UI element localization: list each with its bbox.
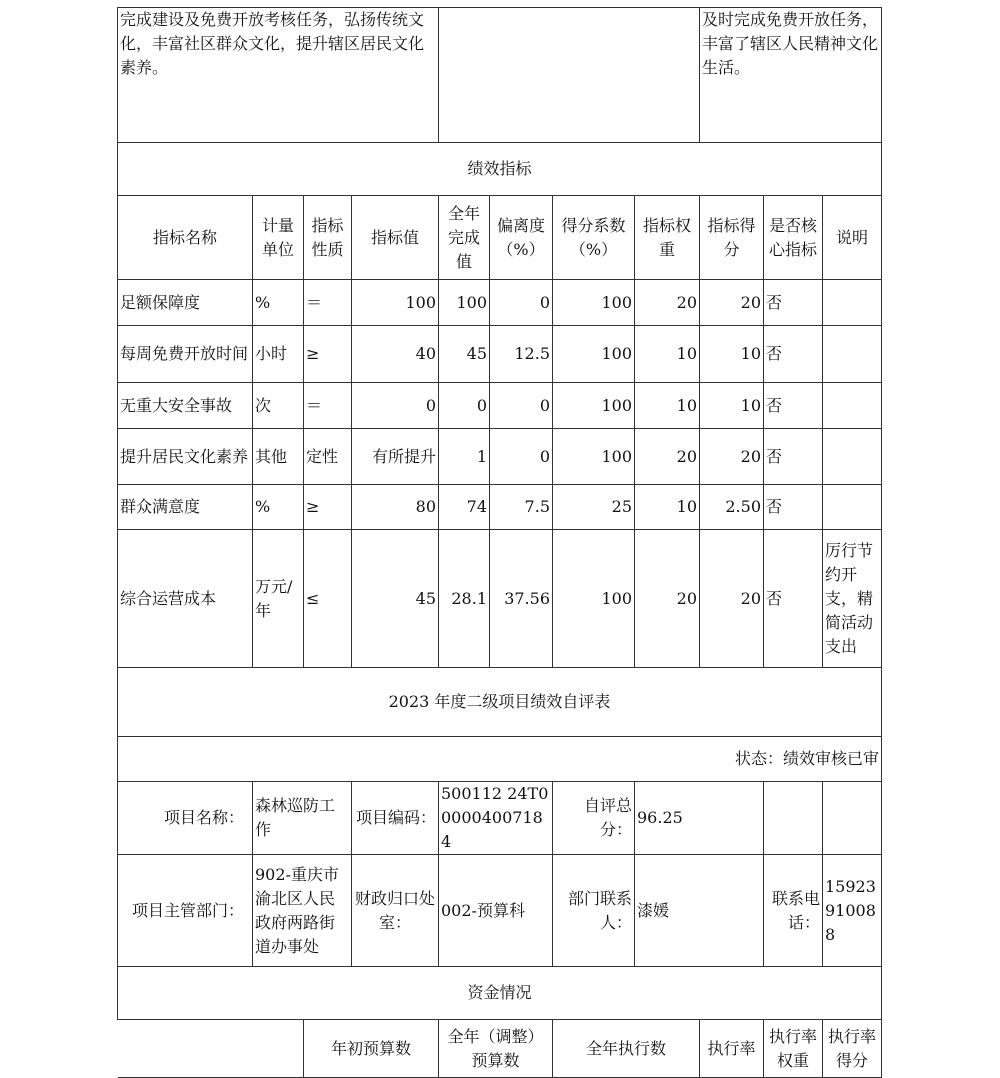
indicator-core: 否 — [764, 530, 823, 668]
header-target: 指标值 — [352, 196, 439, 280]
indicator-coef: 100 — [553, 429, 635, 485]
indicator-name: 综合运营成本 — [118, 530, 253, 668]
indicator-note — [823, 485, 882, 530]
funds-header-exec-score: 执行率得分 — [823, 1020, 882, 1078]
indicator-nature: ≥ — [304, 326, 352, 383]
indicator-unit: 次 — [253, 383, 304, 429]
form-title: 2023 年度二级项目绩效自评表 — [118, 668, 882, 737]
indicator-unit: 小时 — [253, 326, 304, 383]
indicator-score: 2.50 — [700, 485, 764, 530]
project-code-value: 500112 24T000004007184 — [439, 782, 553, 855]
self-score-label: 自评总分： — [553, 782, 635, 855]
funds-section-title: 资金情况 — [118, 967, 882, 1020]
indicator-header-row — [118, 196, 882, 280]
indicator-name: 足额保障度 — [118, 280, 253, 326]
indicator-note — [823, 429, 882, 485]
indicator-deviation: 0 — [490, 280, 553, 326]
dept-value: 902-重庆市渝北区人民政府两路街道办事处 — [253, 855, 352, 967]
funds-header-adjusted-budget: 全年（调整）预算数 — [439, 1020, 553, 1078]
indicator-coef: 100 — [553, 326, 635, 383]
indicator-row — [118, 326, 882, 383]
indicator-nature: ≥ — [304, 485, 352, 530]
contact-value: 漆媛 — [635, 855, 764, 967]
indicator-note — [823, 326, 882, 383]
indicator-coef: 100 — [553, 383, 635, 429]
header-unit: 计量单位 — [253, 196, 304, 280]
indicator-coef: 100 — [553, 280, 635, 326]
indicator-note — [823, 383, 882, 429]
indicator-row — [118, 429, 882, 485]
indicator-unit: % — [253, 280, 304, 326]
indicator-actual: 100 — [439, 280, 490, 326]
finance-label: 财政归口处室： — [352, 855, 439, 967]
indicator-nature: 定性 — [304, 429, 352, 485]
empty-cell — [823, 782, 882, 855]
indicator-core: 否 — [764, 326, 823, 383]
indicator-score: 10 — [700, 383, 764, 429]
empty-cell — [764, 782, 823, 855]
contact-label: 部门联系人： — [553, 855, 635, 967]
funds-corner-cell — [118, 1020, 304, 1078]
indicator-deviation: 0 — [490, 383, 553, 429]
indicator-target: 40 — [352, 326, 439, 383]
indicator-nature: ≤ — [304, 530, 352, 668]
funds-header-row — [118, 1020, 882, 1078]
indicator-deviation: 37.56 — [490, 530, 553, 668]
indicator-nature: ＝ — [304, 383, 352, 429]
indicator-actual: 74 — [439, 485, 490, 530]
indicator-target: 有所提升 — [352, 429, 439, 485]
indicator-nature: ＝ — [304, 280, 352, 326]
dept-label: 项目主管部门： — [118, 855, 253, 967]
project-name-value: 森林巡防工作 — [253, 782, 352, 855]
funds-header-exec-rate: 执行率 — [700, 1020, 764, 1078]
finance-value: 002-预算科 — [439, 855, 553, 967]
performance-table — [117, 7, 882, 1078]
indicator-target: 45 — [352, 530, 439, 668]
indicator-unit: 其他 — [253, 429, 304, 485]
indicator-score: 20 — [700, 429, 764, 485]
indicator-row — [118, 383, 882, 429]
indicator-weight: 10 — [635, 485, 700, 530]
indicator-actual: 1 — [439, 429, 490, 485]
header-score: 指标得分 — [700, 196, 764, 280]
self-score-value: 96.25 — [635, 782, 764, 855]
indicator-name: 每周免费开放时间 — [118, 326, 253, 383]
header-core: 是否核心指标 — [764, 196, 823, 280]
funds-header-executed: 全年执行数 — [553, 1020, 700, 1078]
indicator-name: 无重大安全事故 — [118, 383, 253, 429]
department-row — [118, 855, 882, 967]
indicator-core: 否 — [764, 383, 823, 429]
project-row — [118, 782, 882, 855]
indicator-coef: 100 — [553, 530, 635, 668]
header-coef: 得分系数（%） — [553, 196, 635, 280]
top-row — [118, 8, 882, 143]
header-note: 说明 — [823, 196, 882, 280]
indicator-core: 否 — [764, 485, 823, 530]
funds-header-exec-weight: 执行率权重 — [764, 1020, 823, 1078]
indicator-deviation: 7.5 — [490, 485, 553, 530]
status-text: 状态：绩效审核已审 — [118, 737, 882, 782]
indicator-actual: 45 — [439, 326, 490, 383]
indicator-row — [118, 530, 882, 668]
top-row-empty-cell — [439, 8, 700, 143]
indicator-weight: 20 — [635, 530, 700, 668]
indicators-section-title: 绩效指标 — [118, 143, 882, 196]
indicator-coef: 25 — [553, 485, 635, 530]
indicator-target: 0 — [352, 383, 439, 429]
top-row-result-text: 及时完成免费开放任务，丰富了辖区人民精神文化生活。 — [700, 8, 882, 143]
indicator-target: 100 — [352, 280, 439, 326]
header-actual: 全年完成值 — [439, 196, 490, 280]
project-name-label: 项目名称： — [118, 782, 253, 855]
indicator-deviation: 0 — [490, 429, 553, 485]
header-weight: 指标权重 — [635, 196, 700, 280]
top-row-goal-text: 完成建设及免费开放考核任务，弘扬传统文化，丰富社区群众文化，提升辖区居民文化素养。 — [118, 8, 439, 143]
indicator-target: 80 — [352, 485, 439, 530]
indicator-weight: 10 — [635, 326, 700, 383]
indicator-core: 否 — [764, 429, 823, 485]
project-code-label: 项目编码： — [352, 782, 439, 855]
indicator-name: 提升居民文化素养 — [118, 429, 253, 485]
indicator-note — [823, 280, 882, 326]
indicator-score: 10 — [700, 326, 764, 383]
indicator-weight: 20 — [635, 280, 700, 326]
phone-label: 联系电话： — [764, 855, 823, 967]
indicator-deviation: 12.5 — [490, 326, 553, 383]
indicator-core: 否 — [764, 280, 823, 326]
header-deviation: 偏离度（%） — [490, 196, 553, 280]
indicator-score: 20 — [700, 530, 764, 668]
indicator-weight: 20 — [635, 429, 700, 485]
indicator-weight: 10 — [635, 383, 700, 429]
header-nature: 指标性质 — [304, 196, 352, 280]
header-indicator-name: 指标名称 — [118, 196, 253, 280]
indicator-unit: 万元/年 — [253, 530, 304, 668]
indicator-row — [118, 485, 882, 530]
funds-header-initial-budget: 年初预算数 — [304, 1020, 439, 1078]
indicator-score: 20 — [700, 280, 764, 326]
phone-value: 15923910088 — [823, 855, 882, 967]
indicator-note: 厉行节约开支，精简活动支出 — [823, 530, 882, 668]
indicator-unit: % — [253, 485, 304, 530]
indicator-name: 群众满意度 — [118, 485, 253, 530]
indicator-row — [118, 280, 882, 326]
indicator-actual: 0 — [439, 383, 490, 429]
indicator-actual: 28.1 — [439, 530, 490, 668]
